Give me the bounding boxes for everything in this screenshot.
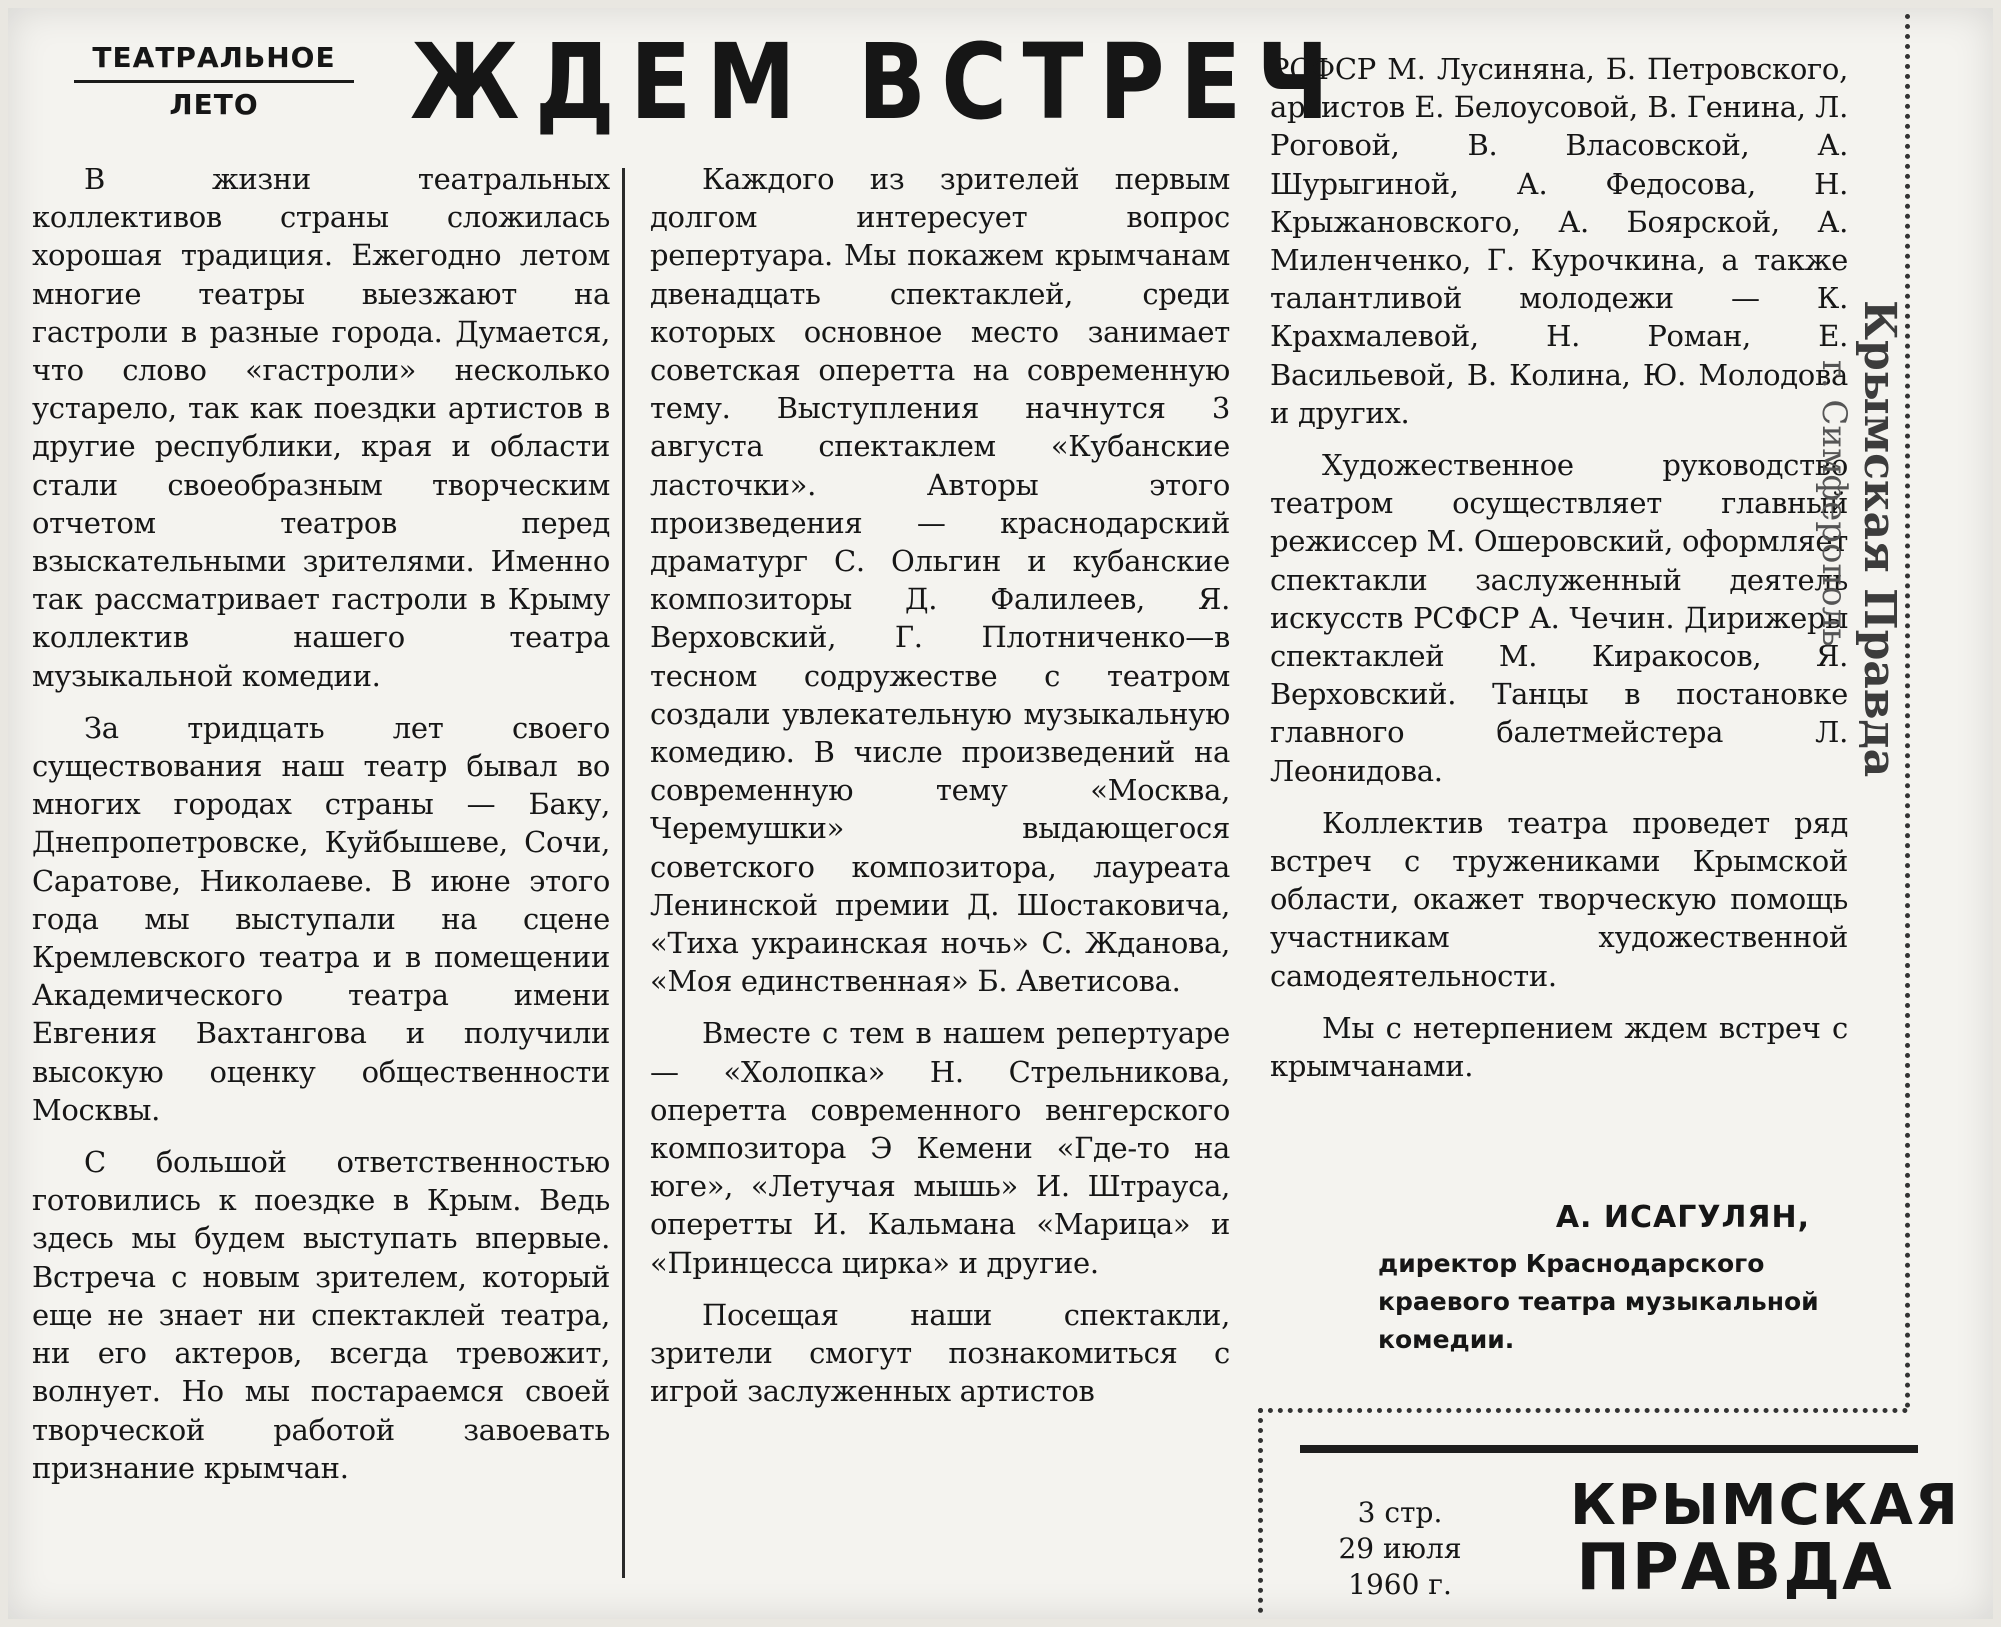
issue-info	[1330, 1495, 1470, 1603]
masthead-line2: ПРАВДА	[1576, 1531, 1894, 1605]
paragraph: Коллектив театра проведет ряд встреч с тружениками Крымской области, окажет творческую помощь участникам художественной самодеятельности.	[1270, 805, 1848, 993]
footer-rule	[1300, 1445, 1918, 1453]
dotted-frame-vertical	[1905, 14, 1910, 1409]
article-column-2	[650, 160, 1230, 1425]
paragraph: Посещая наши спектакли, зрители смогут познакомиться с игрой заслуженных артистов	[650, 1297, 1230, 1409]
article-column-3	[1270, 50, 1848, 1099]
article-column-1	[32, 160, 610, 1501]
archive-stamp	[1835, 300, 1905, 460]
page-number: 3 стр.	[1357, 1496, 1443, 1529]
issue-year: 1960 г.	[1348, 1568, 1452, 1601]
paragraph: В жизни театральных коллективов страны сложилась хорошая традиция. Ежегодно летом многие театры выезжают на гастроли в разные города. Думается, что слово «гастроли» несколько устарело, так как поездки артистов в другие республики, края и области стали своеобразным творческим отчетом театров перед взыскательными зрителями. Именно так рассматривает гастроли в Крыму коллектив нашего театра музыкальной комедии.	[32, 162, 610, 693]
masthead-line1: КРЫМСКАЯ	[1570, 1473, 1960, 1538]
headline: ЖДЕМ ВСТРЕЧ	[410, 21, 1345, 143]
newspaper-masthead	[1570, 1473, 1960, 1605]
paragraph: За тридцать лет своего существования наш театр бывал во многих городах страны — Баку, Днепропетровске, Куйбышеве, Сочи, Саратове, Николаеве. В июне этого года мы выступали на сцене Кремлевского театра и в помещении Академического театра имени Евгения Вахтангова и получили высокую оценку общественности Москвы.	[32, 710, 610, 1127]
paragraph: Каждого из зрителей первым долгом интересует вопрос репертуара. Мы покажем крымчанам двенадцать спектаклей, среди которых основное место занимает советская оперетта на современную тему. Выступления начнутся 3 августа спектаклем «Кубанские ласточки». Авторы этого произведения — краснодарский драматург С. Ольгин и кубанские композиторы Д. Фалилеев, Я. Верховский, Г. Плотниченко—в тесном содружестве с театром создали увлекательную музыкальную комедию. В числе произведений на современную тему «Москва, Черемушки» выдающегося советского композитора, лауреата Ленинской премии Д. Шостаковича, «Тиха украинская ночь» С. Жданова, «Моя единственная» Б. Аветисова.	[650, 162, 1230, 999]
issue-date: 29 июля	[1338, 1532, 1462, 1565]
column-divider	[622, 168, 625, 1578]
author-name: А. ИСАГУЛЯН,	[1555, 1200, 1810, 1235]
stamp-city	[1814, 360, 1854, 460]
paragraph: Художественное руководство театром осуществляет главный режиссер М. Ошеровский, оформляет спектакли заслуженный деятель искусств РСФСР А. Чечин. Дирижеры спектаклей М. Киракосов, Я. Верховский. Танцы в постановке главного балетмейстера Л. Леонидова.	[1270, 448, 1848, 788]
rubric-line2: ЛЕТО	[169, 88, 259, 121]
rubric	[74, 36, 354, 127]
paragraph: Мы с нетерпением ждем встреч с крымчанами.	[1270, 1010, 1848, 1084]
dotted-frame-footer-left	[1258, 1408, 1263, 1613]
paragraph: РСФСР М. Лусиняна, Б. Петровского, артистов Е. Белоусовой, В. Генина, Л. Роговой, В. Власовской, А. Шурыгиной, А. Федосова, Н. Крыжановского, А. Боярской, А. Миленченко, Г. Курочкина, а также талантливой молодежи — К. Крахмалевой, Н. Роман, Е. Васильевой, В. Колина, Ю. Молодова и других.	[1270, 52, 1848, 430]
paragraph: Вместе с тем в нашем репертуаре — «Холопка» Н. Стрельникова, оперетта современного венгерского композитора Э Кемени «Где-то на юге», «Летучая мышь» И. Штрауса, оперетты И. Кальмана «Марица» и «Принцесса цирка» и другие.	[650, 1016, 1230, 1280]
signature-block	[1370, 1200, 1840, 1359]
paragraph: С большой ответственностью готовились к поездке в Крым. Ведь здесь мы будем выступать впервые. Встреча с новым зрителем, который еще не знает ни спектаклей театра, ни его актеров, всегда тревожит, волнует. Но мы постараемся своей творческой работой завоевать признание крымчан.	[32, 1145, 610, 1485]
rubric-line1: ТЕАТРАЛЬНОЕ	[74, 36, 354, 83]
dotted-frame-horizontal	[1258, 1408, 1908, 1413]
stamp-paper-name	[1854, 300, 1905, 460]
author-position: директор Краснодарского краевого театра музыкальной комедии.	[1378, 1249, 1819, 1354]
